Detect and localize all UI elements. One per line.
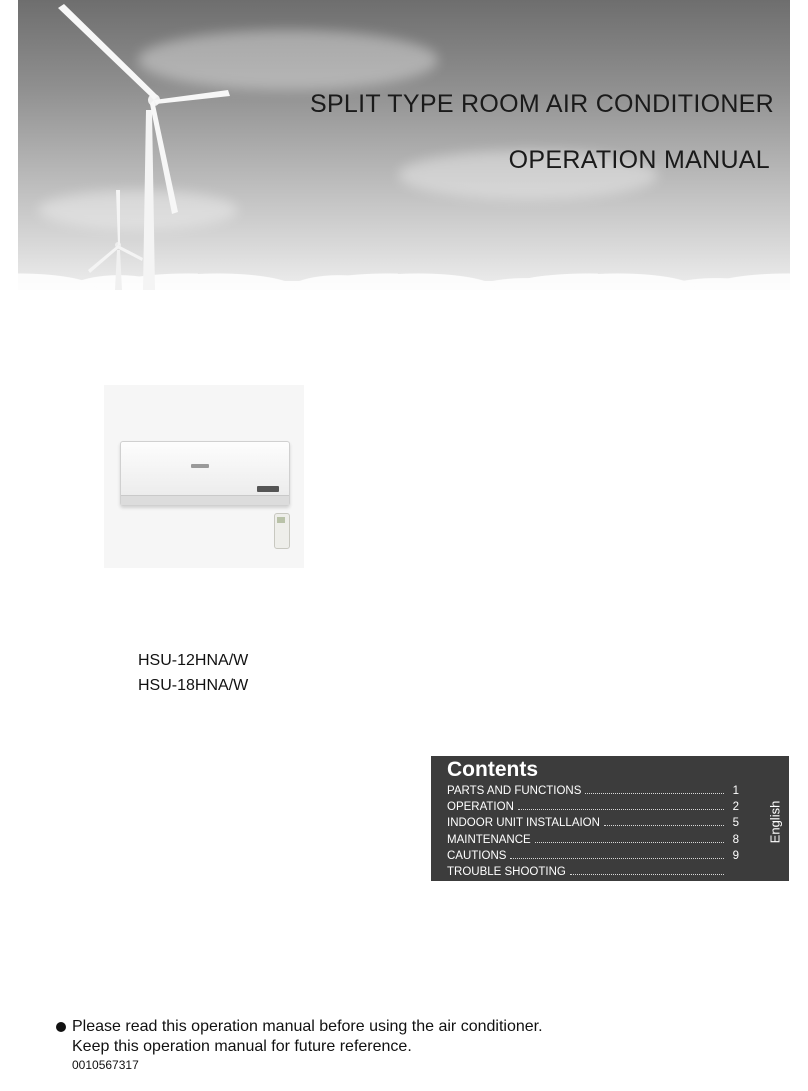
model-number: HSU-18HNA/W [138,677,249,694]
turbine-blade [117,245,143,261]
toc-page: 5 [732,817,739,830]
turbine-tower [143,110,155,290]
toc-leader [510,858,724,859]
turbine-blade [154,90,230,104]
turbine-blade [88,245,120,273]
turbine-blade [150,100,178,214]
turbine-blade [58,4,158,100]
header-banner [18,0,790,290]
toc-label: MAINTENANCE [447,833,531,846]
toc-page: 8 [732,833,739,846]
toc-leader [604,825,724,826]
turbine-blade [116,190,120,245]
note-line-2: Keep this operation manual for future reference. [72,1038,412,1055]
contents-heading: Contents [447,758,538,781]
toc-label: TROUBLE SHOOTING [447,865,566,878]
remote-control-illustration [274,513,290,549]
toc-item[interactable] [447,848,739,864]
toc-item[interactable] [447,864,739,880]
unit-display [257,486,279,492]
toc-label: PARTS AND FUNCTIONS [447,785,582,797]
brand-logo-mark [191,464,209,468]
toc-item[interactable] [447,815,739,831]
toc-leader [570,874,724,875]
toc-label: INDOOR UNIT INSTALLAION [447,817,600,830]
wind-turbines-illustration [18,0,790,290]
model-number: HSU-12HNA/W [138,652,249,669]
toc-item[interactable] [447,783,739,799]
toc-leader [518,809,724,810]
toc-page: 1 [732,785,739,797]
title-manual: OPERATION MANUAL [508,146,770,174]
indoor-unit-illustration [120,441,290,506]
toc-leader [585,793,724,794]
toc-item[interactable] [447,832,739,848]
language-label: English [767,800,783,844]
toc-leader [535,842,724,843]
toc-label: CAUTIONS [447,849,507,862]
contents-box [431,756,789,881]
toc-page: 9 [732,849,739,862]
toc-label: OPERATION [447,801,514,814]
bullet-icon [56,1022,66,1032]
contents-list [447,783,739,880]
language-tab [765,802,785,842]
unit-vent [121,495,289,505]
title-product-type: SPLIT TYPE ROOM AIR CONDITIONER [309,90,774,118]
turbine-tower [115,250,122,290]
note-line-1: Please read this operation manual before using the air conditioner. [72,1018,543,1035]
remote-screen [277,517,285,523]
toc-item[interactable] [447,799,739,815]
document-code: 0010567317 [72,1058,139,1072]
product-image [104,385,304,568]
toc-page: 2 [732,801,739,814]
